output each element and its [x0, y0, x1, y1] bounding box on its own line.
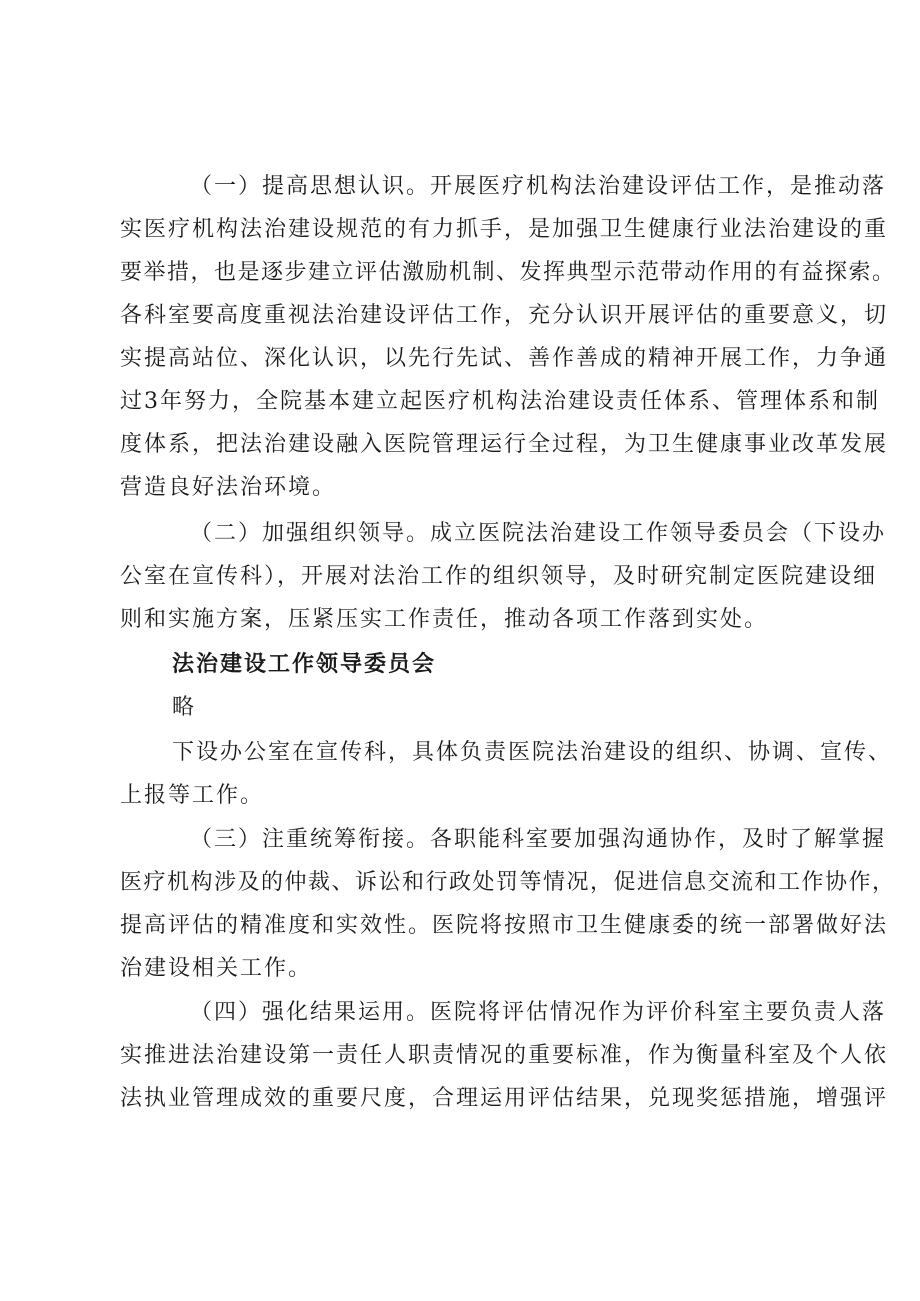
- office-line-2: 上报等工作。: [120, 783, 265, 808]
- paragraph-1-line-6: 过3年努力，全院基本建立起医疗机构法治建设责任体系、管理体系和制: [120, 389, 880, 414]
- paragraph-3-line-4: 治建设相关工作。: [120, 956, 313, 981]
- paragraph-3-line-3: 提高评估的精准度和实效性。医院将按照市卫生健康委的统一部署做好法: [120, 913, 889, 938]
- paragraph-2-line-1: （二）加强组织领导。成立医院法治建设工作领导委员会（下设办: [190, 521, 887, 546]
- paragraph-1-line-3: 要举措，也是逐步建立评估激励机制、发挥典型示范带动作用的有益探索。: [120, 260, 896, 285]
- office-line-1: 下设办公室在宣传科，具体负责医院法治建设的组织、协调、宣传、: [172, 740, 893, 765]
- paragraph-1-line-7: 度体系，把法治建设融入医院管理运行全过程，为卫生健康事业改革发展: [120, 432, 889, 457]
- committee-heading: 法治建设工作领导委员会: [172, 652, 437, 677]
- paragraph-1-line-5: 实提高站位、深化认识，以先行先试、善作善成的精神开展工作，力争通: [120, 346, 889, 371]
- paragraph-1-line-2: 实医疗机构法治建设规范的有力抓手，是加强卫生健康行业法治建设的重: [120, 217, 889, 242]
- paragraph-4-line-1: （四）强化结果运用。医院将评估情况作为评价科室主要负责人落: [190, 1000, 887, 1025]
- paragraph-2-line-2: 公室在宣传科），开展对法治工作的组织领导，及时研究制定医院建设细: [120, 564, 878, 589]
- paragraph-1-line-4: 各科室要高度重视法治建设评估工作，充分认识开展评估的重要意义，切: [120, 303, 889, 328]
- committee-omitted: 略: [172, 695, 197, 720]
- paragraph-1-line-1: （一）提高思想认识。开展医疗机构法治建设评估工作，是推动落: [190, 174, 887, 199]
- paragraph-4-line-3: 法执业管理成效的重要尺度，合理运用评估结果，兑现奖惩措施，增强评: [120, 1086, 889, 1111]
- paragraph-4-line-2: 实推进法治建设第一责任人职责情况的重要标准，作为衡量科室及个人依: [120, 1043, 889, 1068]
- paragraph-2-line-3: 则和实施方案，压紧压实工作责任，推动各项工作落到实处。: [120, 607, 769, 632]
- paragraph-1-line-8: 营造良好法治环境。: [120, 475, 337, 500]
- paragraph-3-line-1: （三）注重统筹衔接。各职能科室要加强沟通协作，及时了解掌握: [190, 827, 887, 852]
- paragraph-3-line-2: 医疗机构涉及的仲裁、诉讼和行政处罚等情况，促进信息交流和工作协作，: [120, 870, 896, 895]
